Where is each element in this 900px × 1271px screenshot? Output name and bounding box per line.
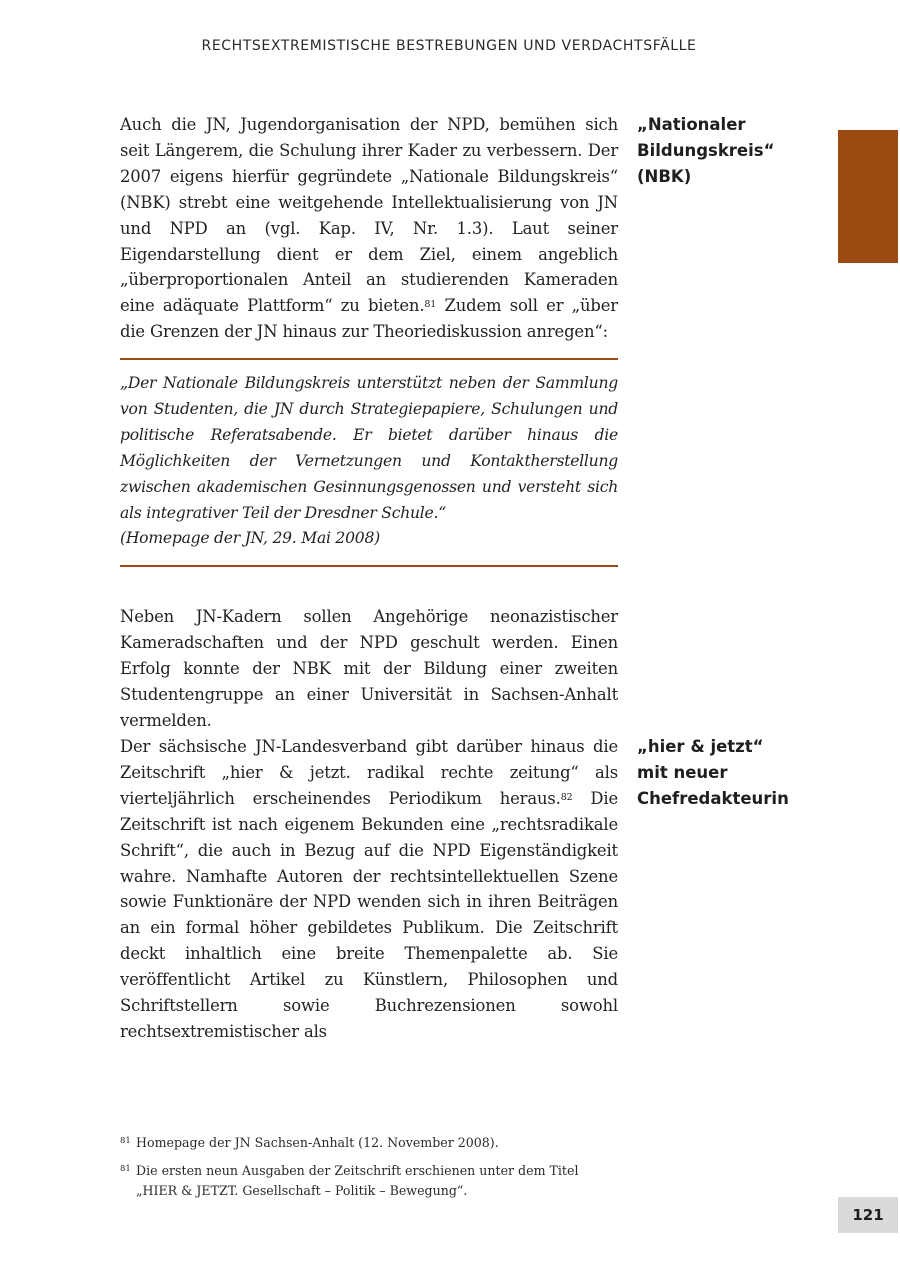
sidenote-line: Chefredakteurin <box>637 788 789 808</box>
footnote-text: Die ersten neun Ausgaben der Zeitschrift erschienen unter dem Titel „HIER & JETZT. Gesellschaft – Politik – Bewegung“. <box>136 1163 579 1198</box>
footnotes <box>120 1133 618 1209</box>
quote-rule-top <box>120 358 618 360</box>
paragraph-nbk-intro <box>120 112 618 345</box>
chapter-tab-marker <box>838 130 898 263</box>
paragraph-text-part: Die Zeitschrift ist nach eigenem Bekunden eine „rechtsradikale Schrift“, die auch in Bezug auf die NPD Eigenständigkeit wahre. Namhafte Autoren der rechtsintellektuellen Szene sowie Funktionäre der NPD wenden sich in ihren Beiträgen an ein formal höher gebildetes Publikum. Die Zeitschrift deckt inhaltlich eine breite Themenpalette ab. Sie veröffentlicht Artikel zu Künstlern, Philosophen und Schriftstellern sowie Buchrezensionen sowohl rechtsextremistischer als <box>120 788 618 1041</box>
paragraph-text <box>120 734 618 1045</box>
paragraph-text: Neben JN-Kadern sollen Angehörige neonazistischer Kameradschaften und der NPD geschult werden. Einen Erfolg konnte der NBK mit der Bildung einer zweiten Studentengruppe an einer Universität in Sachsen-Anhalt vermelden. <box>120 607 618 730</box>
quote-source: (Homepage der JN, 29. Mai 2008) <box>120 529 380 548</box>
footnote-ref-81: 81 <box>424 299 437 311</box>
footnote <box>120 1161 618 1201</box>
footnote-number: 81 <box>120 1136 131 1146</box>
sidenote-line: (NBK) <box>637 166 692 186</box>
paragraph-text <box>120 112 618 345</box>
paragraph-text-part: Auch die JN, Jugendorganisation der NPD, bemühen sich seit Längerem, die Schulung ihrer Kader zu verbessern. Der 2007 eigens hierfür gegründete „Nationale Bildungskreis“ (NBK) strebt eine weitgehende Intellektualisierung von JN und NPD an (vgl. Kap. IV, Nr. 1.3). Laut seiner Eigendarstellung dient er dem Ziel, einem angeblich „überproportionalen Anteil an studierenden Kameraden eine adäquate Plattform“ zu bieten. <box>120 115 618 316</box>
running-head: RECHTSEXTREMISTISCHE BESTREBUNGEN UND VERDACHTSFÄLLE <box>201 38 697 54</box>
sidenote-line: mit neuer <box>637 762 728 782</box>
quote-rule-bottom <box>120 565 618 567</box>
footnote-ref-82: 82 <box>560 791 573 803</box>
sidenote-line: „hier & jetzt“ <box>637 737 764 756</box>
footnote-text: Homepage der JN Sachsen-Anhalt (12. November 2008). <box>136 1135 499 1150</box>
sidenote-line: „Nationaler <box>637 115 746 134</box>
footnote-number: 81 <box>120 1164 131 1174</box>
paragraph-text-part: Zudem soll er „über die Grenzen der JN hinaus zur Theoriediskussion anregen“: <box>120 296 618 342</box>
quote-text: „Der Nationale Bildungskreis unterstützt neben der Sammlung von Studenten, die JN durch Strategiepapiere, Schulungen und politische Referatsabende. Er bietet darüber hinaus die Möglichkeiten der Vernetzungen und Kontaktherstellung zwischen akademischen Gesinnungsgenossen und versteht sich als integrativer Teil der Dresdner Schule.“ <box>120 374 618 522</box>
paragraph-nbk-training <box>120 604 618 734</box>
paragraph-text-part: Der sächsische JN-Landesverband gibt darüber hinaus die Zeitschrift „hier & jetzt. radikal rechte zeitung“ als vierteljährlich erscheinendes Periodikum heraus. <box>120 737 618 808</box>
paragraph-hier-jetzt <box>120 734 618 1045</box>
sidenote-nbk <box>637 112 837 190</box>
footnote <box>120 1133 618 1153</box>
sidenote-line: Bildungskreis“ <box>637 140 775 160</box>
page-number: 121 <box>838 1197 898 1233</box>
quote-block <box>120 371 618 552</box>
sidenote-hier-jetzt <box>637 734 837 812</box>
